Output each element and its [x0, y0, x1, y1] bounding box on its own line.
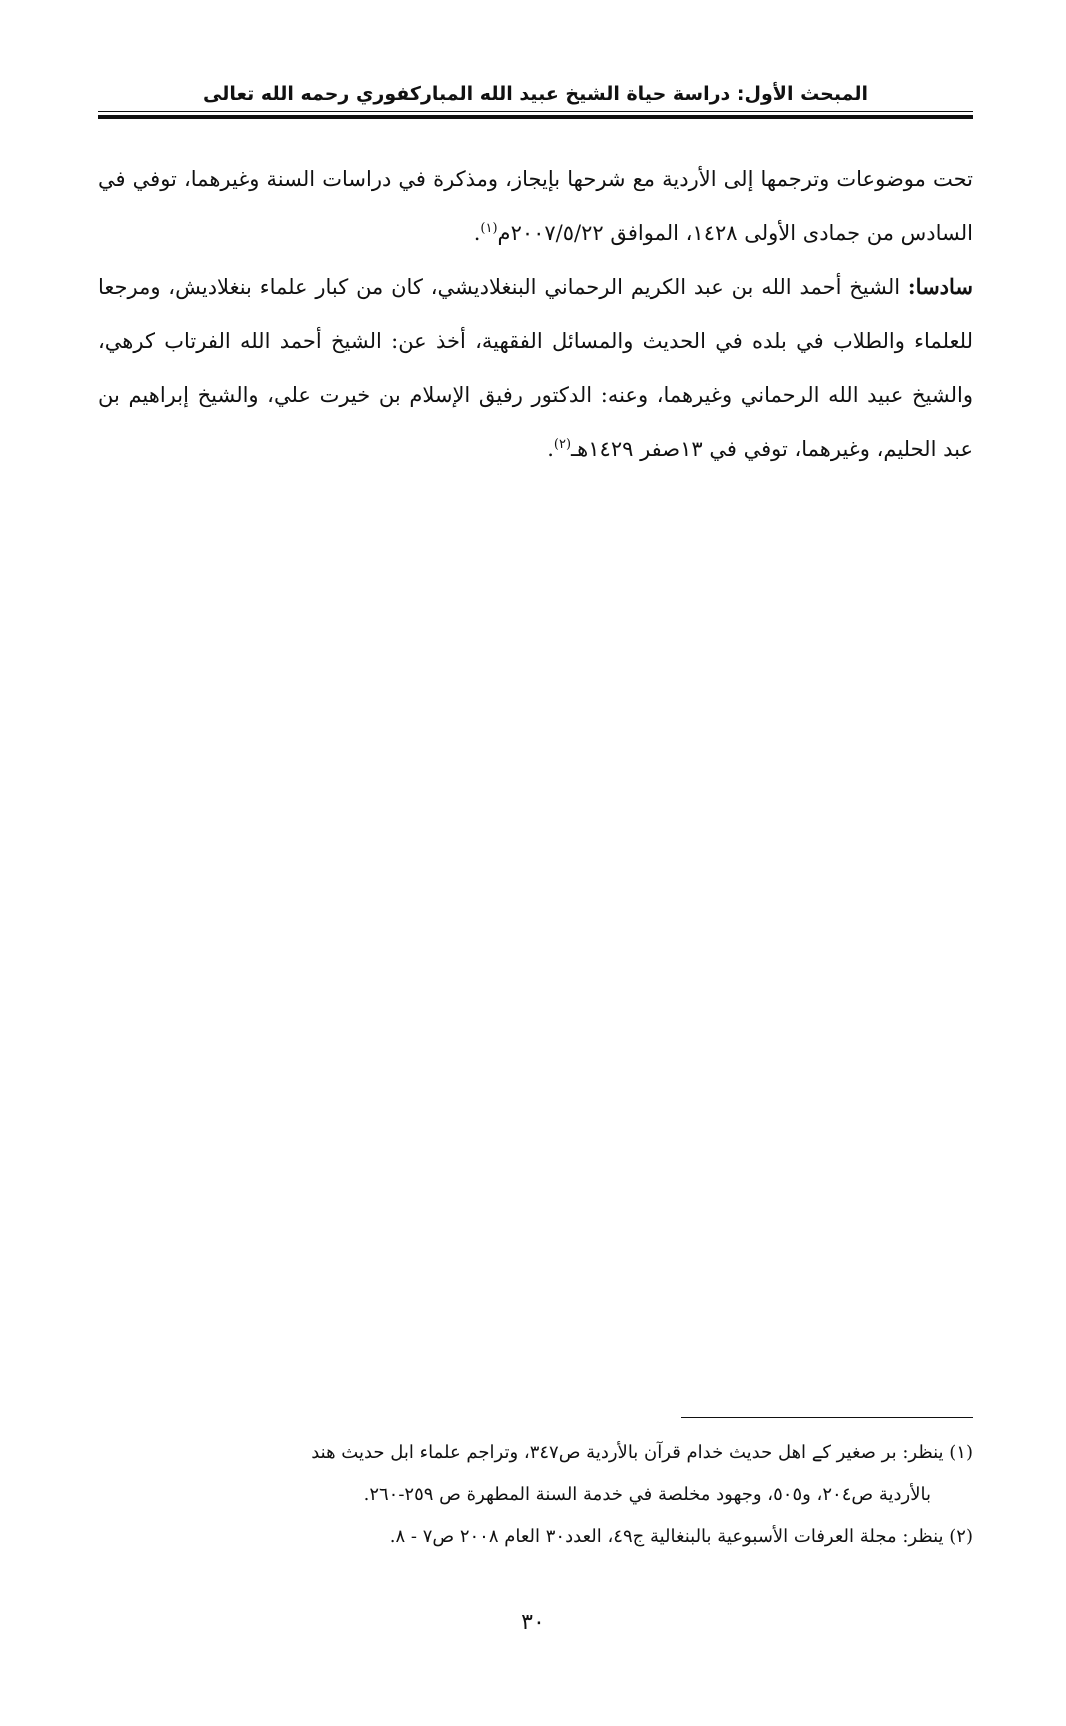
paragraph-2-text: الشيخ أحمد الله بن عبد الكريم الرحماني البنغلاديشي، كان من كبار علماء بنغلاديش، ومرجعا للعلماء والطلاب في بلده في الحديث والمسائل الفقهية، أخذ عن: الشيخ أحمد الله الفرتاب كرهي، والشيخ عبيد الله الرحماني وغيرهما، وعنه: الدكتور رفيق الإسلام بن خيرت علي، والشيخ إبراهيم بن عبد الحليم، وغيرهما، توفي في ١٣صفر ١٤٢٩هـ — [98, 275, 973, 461]
footnote-2-line-1: (٢) ينظر: مجلة العرفات الأسبوعية بالبنغالية ج٤٩، العدد٣٠ العام ٢٠٠٨ ص٧ - ٨. — [389, 1526, 973, 1547]
footnote-1-line-2: بالأردية ص٢٠٤، و٥٠٥، وجهود مخلصة في خدمة السنة المطهرة ص ٢٥٩-٢٦٠. — [363, 1484, 931, 1505]
paragraph-1 — [98, 152, 973, 260]
footnote-separator — [681, 1417, 973, 1418]
paragraph-2 — [98, 260, 973, 476]
paragraph-1-text: تحت موضوعات وترجمها إلى الأردية مع شرحها بإيجاز، ومذكرة في دراسات السنة وغيرهما، توفي في السادس من جمادى الأولى ١٤٢٨، الموافق ٢٠٠٧/٥/٢٢م — [98, 167, 973, 245]
paragraph-2-end: . — [547, 437, 554, 461]
paragraph-2-lead: سادسا: — [907, 274, 974, 299]
running-header: المبحث الأول: دراسة حياة الشيخ عبيد الله المباركفوري رحمه الله تعالى — [202, 83, 869, 105]
page-number: ٣٠ — [521, 1610, 545, 1635]
body-text — [98, 152, 973, 476]
paragraph-1-end: . — [473, 221, 481, 245]
footnotes — [98, 1432, 973, 1558]
header-rule-thick — [98, 115, 973, 119]
footnote-ref-1: (١) — [480, 221, 498, 236]
header-rule-thin — [98, 111, 973, 112]
footnote-1-line-1: (١) ينظر: بر صغير كے اهل حديث خدام قرآن بالأردية ص٣٤٧، وتراجم علماء ابل حديث هند — [311, 1442, 973, 1463]
footnote-ref-2: (٢) — [553, 437, 572, 452]
